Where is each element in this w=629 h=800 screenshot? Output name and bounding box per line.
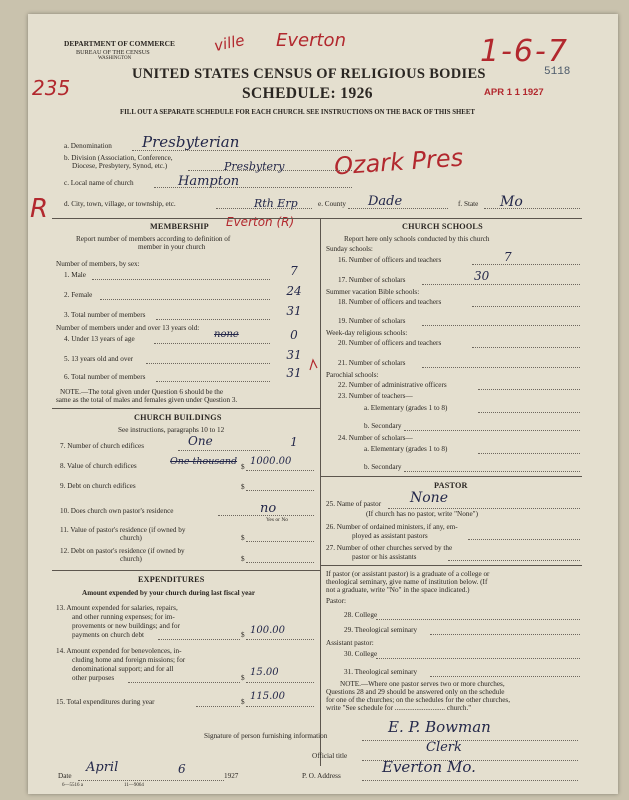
- value-city: Rth Erp: [254, 197, 298, 210]
- q24a-label: a. Elementary (grades 1 to 8): [364, 445, 448, 453]
- members-by-sex-label: Number of members, by sex:: [56, 260, 140, 268]
- q26-label-2: ployed as assistant pastors: [352, 532, 428, 540]
- q1-male-label: 1. Male: [64, 271, 86, 279]
- date-label: Date: [58, 772, 72, 780]
- q16-value: 7: [504, 250, 512, 264]
- pastor-heading: PASTOR: [434, 481, 468, 490]
- q2-female-label: 2. Female: [64, 291, 93, 299]
- q12-residence-debt-label-2: church): [120, 555, 142, 563]
- q26-label-1: 26. Number of ordained ministers, if any, em-: [326, 523, 458, 531]
- q22-label: 22. Number of administrative officers: [338, 381, 447, 389]
- q8-value-word: One thousand: [170, 456, 238, 467]
- q11-dollar-sign: $: [241, 534, 245, 542]
- q17-label: 17. Number of scholars: [338, 276, 406, 284]
- q31-label: 31. Theological seminary: [344, 668, 418, 676]
- q13-line-4: payments on church debt: [72, 631, 145, 639]
- label-local-name: c. Local name of church: [64, 179, 134, 187]
- q24b-label: b. Secondary: [364, 463, 402, 471]
- schools-intro: Report here only schools conducted by this church: [344, 235, 490, 243]
- red-code-note: 1-6-7: [480, 34, 569, 69]
- value-division: Presbytery: [224, 160, 285, 173]
- expenditures-intro: Amount expended by your church during last fiscal year: [82, 589, 256, 597]
- graduate-instr-2: theological seminary, give name of institution below. (If: [326, 578, 488, 586]
- date-month: April: [86, 760, 119, 775]
- q14-line-1: 14. Amount expended for benevolences, in-: [56, 647, 182, 655]
- q12-dollar-sign: $: [241, 555, 245, 563]
- bureau-city: WASHINGTON: [98, 56, 132, 61]
- red-tick-marks: [308, 358, 320, 372]
- q23b-label: b. Secondary: [364, 422, 402, 430]
- q7-edifices-label: 7. Number of church edifices: [60, 442, 145, 450]
- value-state: Mo: [500, 194, 523, 210]
- q11-residence-value-label: 11. Value of pastor's residence (if owned by: [60, 526, 186, 534]
- red-ville-note: ville: [212, 31, 247, 55]
- census-schedule-sheet: [28, 14, 618, 794]
- q14-line-3: denominational support; and for all: [72, 665, 174, 673]
- q15-dollar-sign: $: [241, 698, 245, 706]
- pastor-subhead: Pastor:: [326, 597, 346, 605]
- received-date-stamp: APR 1 1 1927: [484, 87, 544, 98]
- q20-label: 20. Number of officers and teachers: [338, 339, 442, 347]
- form-code: 6—5516 a: [62, 783, 83, 788]
- q25-label: 25. Name of pastor: [326, 500, 382, 508]
- q10-yes-no-hint: Yes or No: [266, 517, 289, 523]
- signature-label: Signature of person furnishing information: [204, 732, 328, 740]
- q3-total-label: 3. Total number of members: [64, 311, 146, 319]
- q14-amount: 15.00: [250, 667, 279, 678]
- form-number: 5118: [544, 66, 571, 78]
- q23a-label: a. Elementary (grades 1 to 8): [364, 404, 448, 412]
- q5-13andover-value: 31: [286, 348, 302, 362]
- q13-line-1: 13. Amount expended for salaries, repairs,: [56, 604, 178, 612]
- pastor-note-1: NOTE.—Where one pastor serves two or more churches,: [340, 680, 505, 688]
- membership-intro-1: Report number of members according to definition of: [76, 235, 231, 243]
- label-state: f. State: [458, 200, 479, 208]
- q17-value: 30: [474, 269, 490, 283]
- q8-value-label: 8. Value of church edifices: [60, 462, 137, 470]
- date-day: 6: [178, 762, 186, 776]
- q12-residence-debt-label: 12. Debt on pastor's residence (if owned by: [60, 547, 185, 555]
- po-address-label: P. O. Address: [302, 772, 341, 780]
- q24-label: 24. Number of scholars—: [338, 434, 413, 442]
- q1-male-value: 7: [290, 264, 298, 278]
- bureau-name: BUREAU OF THE CENSUS: [76, 49, 150, 56]
- q15-amount: 115.00: [250, 691, 285, 702]
- members-by-age-label: Number of members under and over 13 years old:: [56, 324, 200, 332]
- expenditures-heading: EXPENDITURES: [138, 575, 205, 584]
- weekday-schools-label: Week-day religious schools:: [326, 329, 408, 337]
- membership-intro-2: member in your church: [138, 243, 206, 251]
- value-county: Dade: [368, 194, 403, 209]
- po-address-value: Everton Mo.: [382, 758, 476, 776]
- q14-dollar-sign: $: [241, 674, 245, 682]
- department-name: DEPARTMENT OF COMMERCE: [64, 39, 175, 48]
- q13-line-2: and other running expenses; for im-: [72, 613, 175, 621]
- membership-note-1: NOTE.—The total given under Question 6 should be the: [60, 388, 224, 396]
- membership-note-2: same as the total of males and females given under Question 3.: [56, 396, 238, 404]
- red-number-235: 235: [32, 76, 71, 100]
- pastor-note-3: for one of the churches; on the schedules for the other churches,: [326, 696, 511, 704]
- q8-dollar-sign: $: [241, 463, 245, 471]
- sunday-schools-label: Sunday schools:: [326, 245, 373, 253]
- red-everton-r-note: Everton (R): [226, 215, 295, 229]
- q5-13andover-label: 5. 13 years old and over: [64, 355, 134, 363]
- fill-out-instructions: FILL OUT A SEPARATE SCHEDULE FOR EACH CHURCH. SEE INSTRUCTIONS ON THE BACK OF THIS SHEET: [120, 109, 475, 116]
- pastor-note-4: write "See schedule for ............................ church.": [326, 704, 472, 712]
- buildings-heading: CHURCH BUILDINGS: [134, 413, 222, 422]
- label-county: e. County: [318, 200, 346, 208]
- q13-amount: 100.00: [250, 625, 285, 636]
- q27-label-1: 27. Number of other churches served by the: [326, 544, 453, 552]
- q4-under13-label: 4. Under 13 years of age: [64, 335, 135, 343]
- label-division: b. Division (Association, Conference,: [64, 154, 173, 162]
- red-everton-note: Everton: [276, 30, 346, 51]
- q14-line-2: cluding home and foreign missions; for: [72, 656, 186, 664]
- q4-under13-value: 0: [290, 328, 298, 342]
- q13-line-3: provements or new buildings; and for: [72, 622, 180, 630]
- q9-dollar-sign: $: [241, 483, 245, 491]
- form-title: UNITED STATES CENSUS OF RELIGIOUS BODIES: [132, 66, 486, 82]
- q23-label: 23. Number of teachers—: [338, 392, 413, 400]
- q15-total-label: 15. Total expenditures during year: [56, 698, 155, 706]
- q30-label: 30. College: [344, 650, 378, 658]
- vacation-schools-label: Summer vacation Bible schools:: [326, 288, 420, 296]
- value-denomination: Presbyterian: [142, 133, 240, 151]
- q3-total-value: 31: [286, 304, 302, 318]
- q25-value: None: [410, 490, 448, 506]
- q2-female-value: 24: [286, 284, 302, 298]
- assistant-pastor-subhead: Assistant pastor:: [326, 639, 374, 647]
- parochial-schools-label: Parochial schools:: [326, 371, 379, 379]
- q4-under13-note: none: [214, 329, 239, 340]
- official-title-value: Clerk: [426, 740, 462, 755]
- q28-label: 28. College: [344, 611, 378, 619]
- q6-total-label: 6. Total number of members: [64, 373, 146, 381]
- pastor-note-2: Questions 28 and 29 should be answered only on the schedule: [326, 688, 505, 696]
- q6-total-value: 31: [286, 366, 302, 380]
- schedule-title: SCHEDULE: 1926: [242, 85, 373, 102]
- form-code-2: 11—9064: [124, 783, 144, 788]
- q7-edifices-word: One: [188, 434, 213, 448]
- q16-label: 16. Number of officers and teachers: [338, 256, 442, 264]
- date-year: 1927: [224, 772, 239, 780]
- graduate-instr-1: If pastor (or assistant pastor) is a graduate of a college or: [326, 570, 490, 578]
- buildings-intro: See instructions, paragraphs 10 to 12: [118, 426, 225, 434]
- q21-label: 21. Number of scholars: [338, 359, 406, 367]
- signature-value: E. P. Bowman: [388, 718, 491, 736]
- label-division-2: Diocese, Presbytery, Synod, etc.): [72, 162, 168, 170]
- q10-residence-value: no: [260, 501, 277, 516]
- q7-edifices-value: 1: [290, 435, 298, 449]
- q27-label-2: pastor or his assistants: [352, 553, 417, 561]
- value-local-name: Hampton: [178, 174, 240, 189]
- red-ozark-pres-note: Ozark Pres: [333, 143, 465, 181]
- q25-note: (If church has no pastor, write "None"): [366, 510, 478, 518]
- q9-debt-label: 9. Debt on church edifices: [60, 482, 136, 490]
- q11-residence-value-label-2: church): [120, 534, 142, 542]
- membership-heading: MEMBERSHIP: [150, 222, 209, 231]
- q10-residence-label: 10. Does church own pastor's residence: [60, 507, 174, 515]
- q19-label: 19. Number of scholars: [338, 317, 406, 325]
- label-city: d. City, town, village, or township, etc.: [64, 200, 176, 208]
- schools-heading: CHURCH SCHOOLS: [402, 222, 483, 231]
- q29-label: 29. Theological seminary: [344, 626, 418, 634]
- official-title-label: Official title: [312, 752, 348, 760]
- red-r-mark: R: [30, 194, 49, 224]
- graduate-instr-3: not a graduate, write "No" in the space indicated.): [326, 586, 470, 594]
- q13-dollar-sign: $: [241, 631, 245, 639]
- q18-label: 18. Number of officers and teachers: [338, 298, 442, 306]
- q14-line-4: other purposes: [72, 674, 115, 682]
- q8-value-amount: 1000.00: [250, 456, 292, 467]
- label-denomination: a. Denomination: [64, 142, 112, 150]
